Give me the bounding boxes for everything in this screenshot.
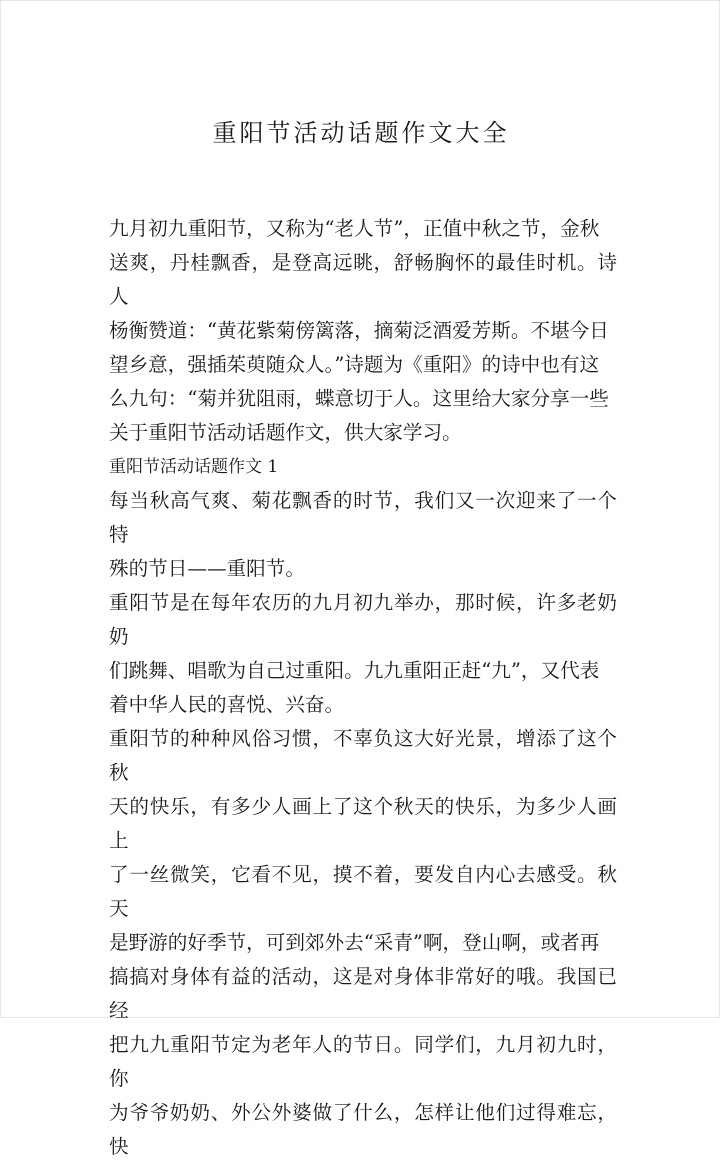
body-paragraph: 重阳节的种种风俗习惯，不辜负这大好光景，增添了这个秋 天的快乐，有多少人画上了这个秋天的快乐，为多少人画上 了一丝微笑，它看不见，摸不着，要发自内心去感受。秋天 是野游的好季节，可到郊外去“采青”啊，登山啊，或者再 搞搞对身体有益的活动，这是对身体非常好的哦。我国已经 把九九重阳节定为老年人的节日。同学们，九月初九时，你 为爷爷奶奶、外公外婆做了什么，怎样让他们过得难忘，快 [109, 727, 617, 1158]
intro-paragraph: 九月初九重阳节，又称为“老人节”，正值中秋之节，金秋 送爽，丹桂飘香，是登高远眺，舒畅胸怀的最佳时机。诗人 杨衡赞道：“黄花紫菊傍篱落，摘菊泛酒爱芳斯。不堪今日 望乡意，强插茱萸随众人。”诗题为《重阳》的诗中也有这 么九句：“菊并犹阻雨，蝶意切于人。这里给大家分享一些 关于重阳节活动话题作文，供大家学习。 [109, 217, 617, 444]
document-body [109, 212, 617, 1164]
body-paragraph: 每当秋高气爽、菊花飘香的时节，我们又一次迎来了一个特 殊的节日——重阳节。 [109, 489, 617, 580]
document-title: 重阳节活动话题作文大全 [212, 119, 510, 147]
body-paragraph: 重阳节是在每年农历的九月初九举办，那时候，许多老奶奶 们跳舞、唱歌为自己过重阳。九九重阳正赶“九”，又代表 着中华人民的喜悦、兴奋。 [109, 591, 617, 716]
section-heading: 重阳节活动话题作文 1 [109, 457, 279, 477]
